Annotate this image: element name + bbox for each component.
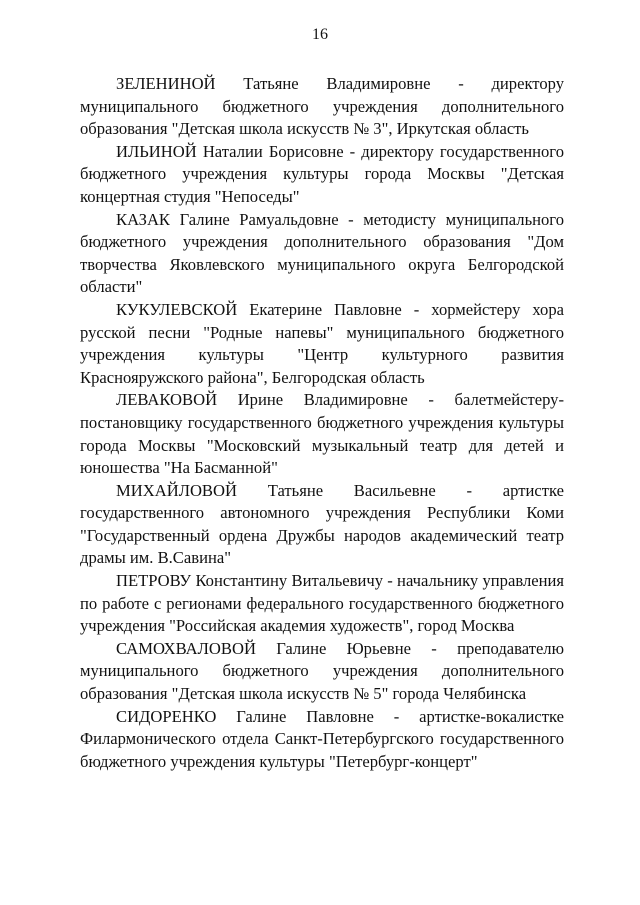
person-surname: САМОХВАЛОВОЙ	[116, 638, 256, 658]
person-surname: ЛЕВАКОВОЙ	[116, 390, 218, 410]
person-surname: МИХАЙЛОВОЙ	[116, 480, 237, 500]
award-entry	[80, 570, 564, 638]
award-entry	[80, 209, 564, 299]
entry-text: Галине Юрьевне - преподавателю муниципального бюджетного учреждения дополнительного образования "Детская школа искусств № 5" города Челябинска	[80, 638, 564, 704]
entry-text: Ирине Владимировне - балетмейстеру-постановщику государственного бюджетного учреждения культуры города Москвы "Московский музыкальный театр для детей и юношества "На Басманной"	[80, 390, 564, 478]
award-list	[80, 73, 564, 773]
page-number: 16	[312, 26, 328, 43]
entry-text: Константину Витальевичу - начальнику управления по работе с регионами федерального государственного бюджетного учреждения "Российская академия художеств", город Москва	[80, 571, 564, 636]
award-entry	[80, 389, 564, 479]
entry-text: Галине Павловне - артистке-вокалистке Филармонического отдела Санкт-Петербургского государственного бюджетного учреждения культуры "Петербург-концерт"	[80, 706, 564, 771]
person-surname: ПЕТРОВУ	[116, 571, 192, 591]
entry-text: Татьяне Васильевне - артистке государственного автономного учреждения Республики Коми "Государственный ордена Дружбы народов академический театр драмы им. В.Савина"	[80, 480, 564, 568]
award-entry	[80, 141, 564, 209]
entry-text: Галине Рамуальдовне - методисту муниципального бюджетного учреждения дополнительного образования "Дом творчества Яковлевского муниципального округа Белгородской области"	[80, 209, 564, 297]
entry-text: Наталии Борисовне - директору государственного бюджетного учреждения культуры города Москвы "Детская концертная студия "Непоседы"	[80, 141, 564, 206]
entry-text: Екатерине Павловне - хормейстеру хора русской песни "Родные напевы" муниципального бюджетного учреждения культуры "Центр культурного развития Краснояружского района", Белгородская область	[80, 299, 564, 387]
person-surname: ЗЕЛЕНИНОЙ	[116, 74, 216, 93]
person-surname: СИДОРЕНКО	[116, 706, 217, 726]
entry-text: Татьяне Владимировне - директору муниципального бюджетного учреждения дополнительного образования "Детская школа искусств № 3", Иркутская область	[80, 74, 564, 139]
person-surname: КАЗАК	[116, 209, 171, 229]
award-entry	[80, 706, 564, 774]
award-entry	[80, 299, 564, 389]
person-surname: КУКУЛЕВСКОЙ	[116, 299, 238, 319]
award-entry	[80, 73, 564, 141]
person-surname: ИЛЬИНОЙ	[116, 141, 197, 161]
award-entry	[80, 638, 564, 706]
award-entry	[80, 480, 564, 570]
